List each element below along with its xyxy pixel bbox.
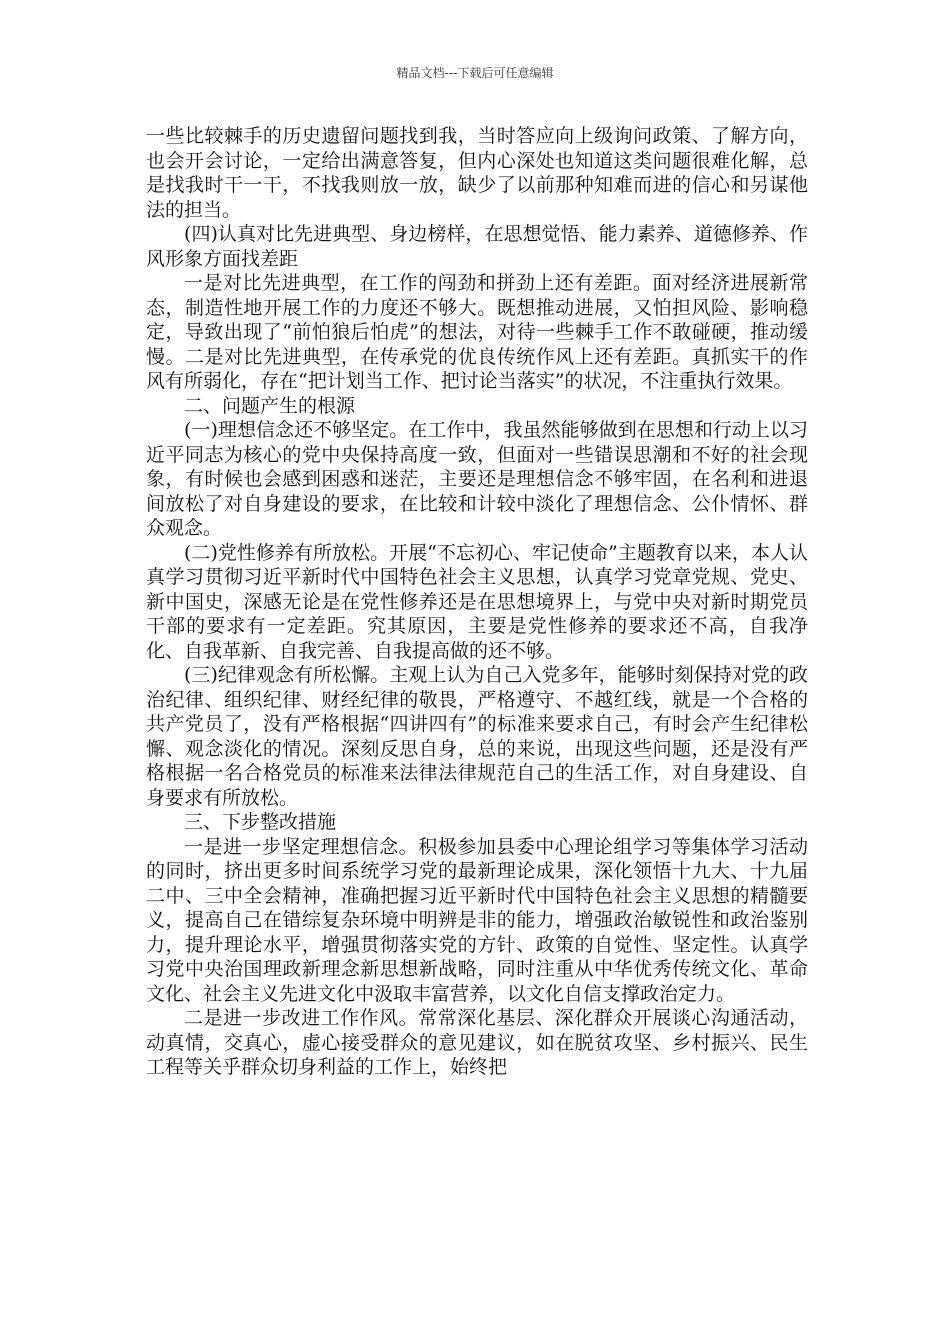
- section-heading-4: (四)认真对比先进典型、身边榜样，在思想觉悟、能力素养、道德修养、作风形象方面找差距: [146, 223, 808, 270]
- paragraph-root-3: (三)纪律观念有所松懈。主观上认为自己入党多年，能够时刻保持对党的政治纪律、组织纪律、财经纪律的敬畏，严格遵守、不越红线，就是一个合格的共产党员了，没有严格根据“四讲四有”的标准来要求自己，有时会产生纪律松懈、观念淡化的情况。深刻反思自身，总的来说，出现这些问题，还是没有严格根据一名合格党员的标准来法律法律规范自己的生活工作，对自身建设、自身要求有所放松。: [146, 664, 808, 809]
- paragraph-measure-1: 一是进一步坚定理想信念。积极参加县委中心理论组学习等集体学习活动的同时，挤出更多时间系统学习党的最新理论成果，深化领悟十九大、十九届二中、三中全会精神，准确把握习近平新时代中国特色社会主义思想的精髓要义，提高自己在错综复杂环境中明辨是非的能力，增强政治敏锐性和政治鉴别力，提升理论水平，增强贯彻落实党的方针、政策的自觉性、坚定性。认真学习党中央治国理政新理念新思想新战略，同时注重从中华优秀传统文化、革命文化、社会主义先进文化中汲取丰富营养，以文化自信支撑政治定力。: [146, 835, 808, 1005]
- section-heading-roots: 二、问题产生的根源: [184, 394, 356, 417]
- paragraph-comparison: 一是对比先进典型，在工作的闯劲和拼劲上还有差距。面对经济进展新常态，制造性地开展工作的力度还不够大。既想推动进展，又怕担风险、影响稳定，导致出现了“前怕狼后怕虎”的想法，对待一些棘手工作不敢碰硬，推动缓慢。二是对比先进典型，在传承党的优良传统作风上还有差距。真抓实干的作风有所弱化，存在“把计划当工作、把讨论当落实”的状况，不注重执行效果。: [146, 272, 808, 392]
- paragraph-root-2: (二)党性修养有所放松。开展“不忘初心、牢记使命”主题教育以来，本人认真学习贯彻习近平新时代中国特色社会主义思想，认真学习党章党规、党史、新中国史，深感无论是在党性修养还是在思想境界上，与党中央对新时期党员干部的要求有一定差距。究其原因，主要是党性修养的要求还不高，自我净化、自我革新、自我完善、自我提高做的还不够。: [146, 541, 808, 662]
- paragraph-measure-2: 二是进一步改进工作作风。常常深化基层、深化群众开展谈心沟通活动，动真情，交真心，虚心接受群众的意见建议，如在脱贫攻坚、乡村振兴、民生工程等关乎群众切身利益的工作上，始终把: [146, 1007, 808, 1078]
- page-header: 精品文档---下载后可任意编辑: [396, 66, 554, 80]
- paragraph-continued: 一些比较棘手的历史遗留问题找到我，当时答应向上级询问政策、了解方向，也会开会讨论，一定给出满意答复，但内心深处也知道这类问题很难化解，总是找我时干一干，不找我则放一放，缺少了以前那种知难而进的信心和另谋他法的担当。: [146, 125, 808, 221]
- document-body: [146, 124, 808, 1080]
- section-heading-measures: 三、下步整改措施: [184, 811, 337, 833]
- paragraph-root-1: (一)理想信念还不够坚定。在工作中，我虽然能够做到在思想和行动上以习近平同志为核心的党中央保持高度一致，但面对一些错误思潮和不好的社会现象，有时候也会感到困惑和迷茫，主要还是理想信念不够牢固，在名利和进退间放松了对自身建设的要求，在比较和计较中淡化了理想信念、公仆情怀、群众观念。: [146, 419, 808, 539]
